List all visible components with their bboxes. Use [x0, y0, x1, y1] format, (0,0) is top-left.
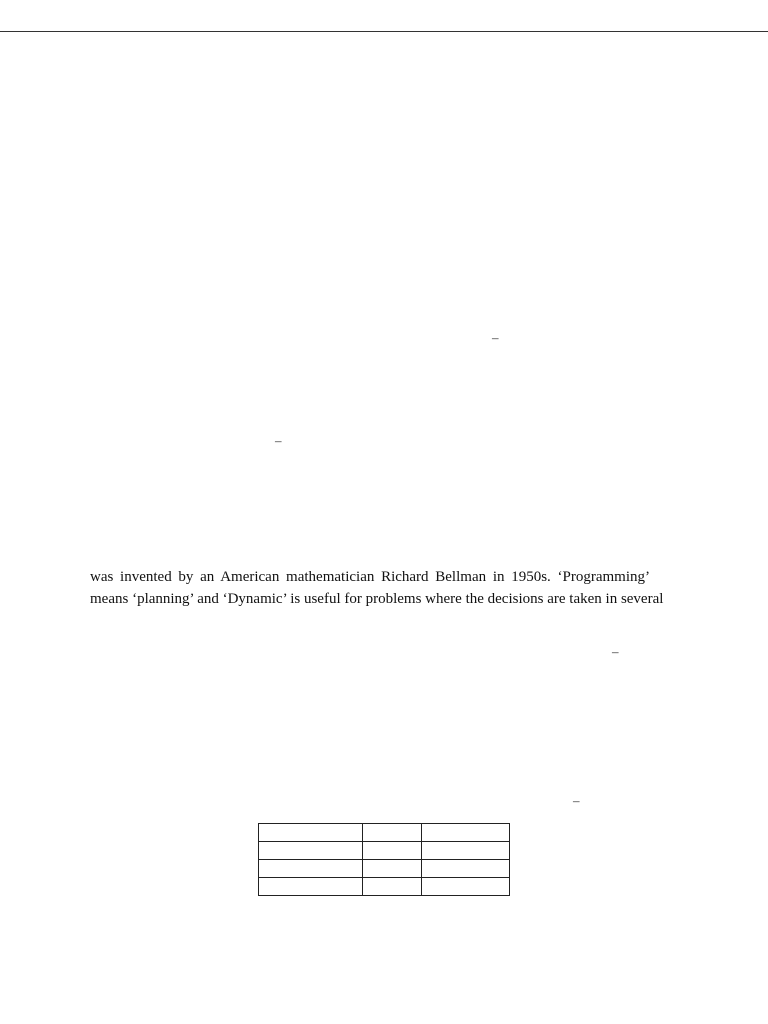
- table-row: [259, 878, 510, 896]
- dash-mark: –: [612, 644, 619, 659]
- table-row: [259, 842, 510, 860]
- table-cell: [363, 878, 422, 896]
- paragraph-line: was invented by an American mathematician Richard Bellman in 1950s. ‘Programming’: [90, 569, 650, 585]
- table-cell: [422, 842, 510, 860]
- paragraph-line: means ‘planning’ and ‘Dynamic’ is useful for problems where the decisions are taken in several: [90, 591, 664, 607]
- table-cell: [422, 824, 510, 842]
- table-row: [259, 860, 510, 878]
- dash-mark: –: [492, 330, 499, 345]
- dash-mark: –: [275, 433, 282, 448]
- data-table: [258, 823, 510, 896]
- table-cell: [363, 824, 422, 842]
- table-cell: [259, 860, 363, 878]
- header-rule: [0, 31, 768, 32]
- table-cell: [259, 878, 363, 896]
- table-cell: [422, 878, 510, 896]
- body-paragraph: [90, 566, 664, 610]
- table-cell: [363, 860, 422, 878]
- table-cell: [422, 860, 510, 878]
- table-cell: [363, 842, 422, 860]
- table-cell: [259, 824, 363, 842]
- table-cell: [259, 842, 363, 860]
- dash-mark: –: [573, 793, 580, 808]
- table-row: [259, 824, 510, 842]
